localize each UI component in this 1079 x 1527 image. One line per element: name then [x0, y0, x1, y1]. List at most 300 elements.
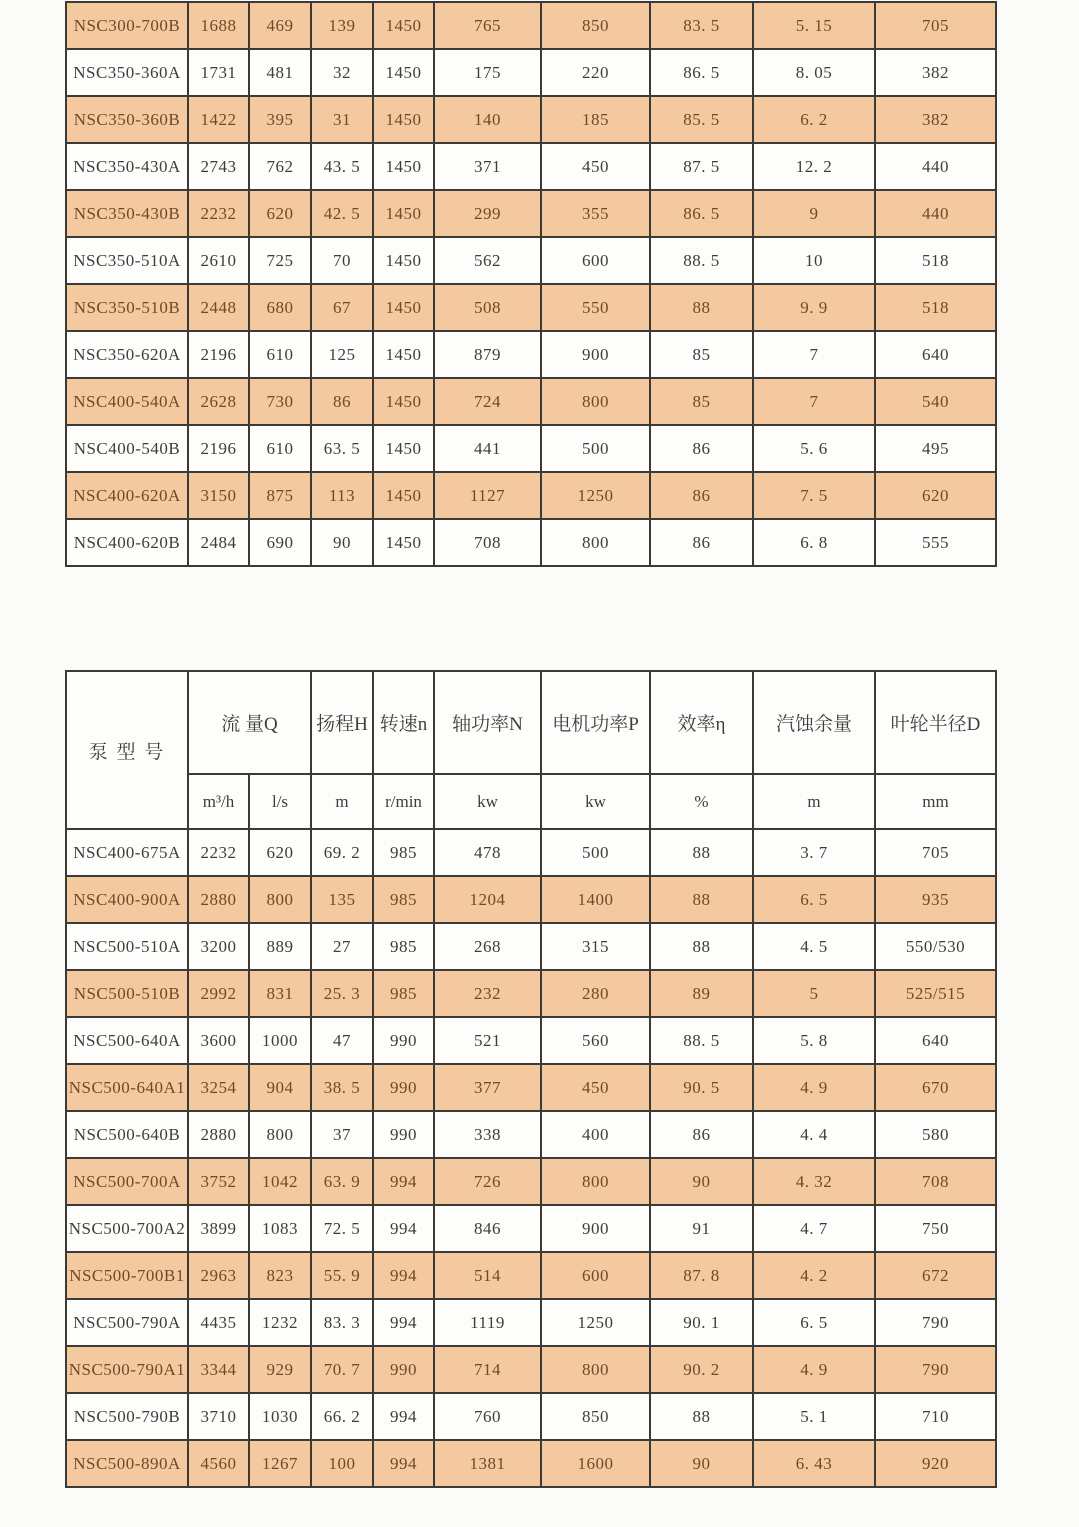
value-cell: 1250 — [541, 472, 650, 519]
pump-model-cell: NSC400-540A — [66, 378, 188, 425]
value-cell: 280 — [541, 970, 650, 1017]
value-cell: 72. 5 — [311, 1205, 373, 1252]
value-cell: 1450 — [373, 190, 434, 237]
table-row — [66, 472, 996, 519]
value-cell: 3200 — [188, 923, 249, 970]
value-cell: 985 — [373, 923, 434, 970]
value-cell: 5. 8 — [753, 1017, 875, 1064]
value-cell: 7 — [753, 331, 875, 378]
value-cell: 600 — [541, 237, 650, 284]
value-cell: 1450 — [373, 143, 434, 190]
value-cell: 88 — [650, 284, 753, 331]
value-cell: 85 — [650, 331, 753, 378]
value-cell: 4560 — [188, 1440, 249, 1487]
value-cell: 562 — [434, 237, 541, 284]
pump-model-cell: NSC400-620A — [66, 472, 188, 519]
value-cell: 1042 — [249, 1158, 311, 1205]
value-cell: 3. 7 — [753, 829, 875, 876]
value-cell: 5. 1 — [753, 1393, 875, 1440]
value-cell: 175 — [434, 49, 541, 96]
pump-model-cell: NSC500-790B — [66, 1393, 188, 1440]
pump-model-cell: NSC500-510B — [66, 970, 188, 1017]
value-cell: 3150 — [188, 472, 249, 519]
value-cell: 5. 6 — [753, 425, 875, 472]
value-cell: 800 — [541, 378, 650, 425]
value-cell: 1119 — [434, 1299, 541, 1346]
value-cell: 70. 7 — [311, 1346, 373, 1393]
value-cell: 1450 — [373, 378, 434, 425]
value-cell: 690 — [249, 519, 311, 566]
unit-efficiency: % — [650, 774, 753, 829]
table-row — [66, 1440, 996, 1487]
value-cell: 800 — [541, 519, 650, 566]
value-cell: 88 — [650, 923, 753, 970]
table-row — [66, 923, 996, 970]
value-cell: 7. 5 — [753, 472, 875, 519]
value-cell: 518 — [875, 284, 996, 331]
value-cell: 478 — [434, 829, 541, 876]
value-cell: 990 — [373, 1017, 434, 1064]
table-row — [66, 1064, 996, 1111]
value-cell: 935 — [875, 876, 996, 923]
value-cell: 70 — [311, 237, 373, 284]
table-row — [66, 49, 996, 96]
pump-model-cell: NSC350-360A — [66, 49, 188, 96]
col-header-efficiency: 效率η — [650, 671, 753, 774]
table-row — [66, 1158, 996, 1205]
value-cell: 86. 5 — [650, 190, 753, 237]
table-row — [66, 284, 996, 331]
value-cell: 2880 — [188, 1111, 249, 1158]
value-cell: 714 — [434, 1346, 541, 1393]
value-cell: 705 — [875, 2, 996, 49]
value-cell: 640 — [875, 331, 996, 378]
value-cell: 1267 — [249, 1440, 311, 1487]
value-cell: 63. 9 — [311, 1158, 373, 1205]
value-cell: 985 — [373, 829, 434, 876]
col-header-pump-model: 泵 型 号 — [66, 671, 188, 829]
value-cell: 800 — [541, 1346, 650, 1393]
value-cell: 900 — [541, 331, 650, 378]
value-cell: 90. 1 — [650, 1299, 753, 1346]
value-cell: 12. 2 — [753, 143, 875, 190]
value-cell: 1688 — [188, 2, 249, 49]
value-cell: 750 — [875, 1205, 996, 1252]
value-cell: 10 — [753, 237, 875, 284]
unit-flow-ls: l/s — [249, 774, 311, 829]
value-cell: 9. 9 — [753, 284, 875, 331]
value-cell: 47 — [311, 1017, 373, 1064]
value-cell: 3600 — [188, 1017, 249, 1064]
pump-spec-table-upper — [65, 1, 997, 567]
value-cell: 382 — [875, 49, 996, 96]
pump-model-cell: NSC500-700A2 — [66, 1205, 188, 1252]
value-cell: 1450 — [373, 96, 434, 143]
value-cell: 2963 — [188, 1252, 249, 1299]
pump-model-cell: NSC500-700B1 — [66, 1252, 188, 1299]
lower-table-body — [66, 829, 996, 1487]
value-cell: 1600 — [541, 1440, 650, 1487]
value-cell: 800 — [249, 1111, 311, 1158]
value-cell: 220 — [541, 49, 650, 96]
col-header-flow: 流 量Q — [188, 671, 311, 774]
value-cell: 3752 — [188, 1158, 249, 1205]
pump-model-cell: NSC500-890A — [66, 1440, 188, 1487]
value-cell: 985 — [373, 876, 434, 923]
table-row — [66, 1393, 996, 1440]
value-cell: 1250 — [541, 1299, 650, 1346]
table-row — [66, 237, 996, 284]
value-cell: 268 — [434, 923, 541, 970]
value-cell: 1400 — [541, 876, 650, 923]
pump-model-cell: NSC500-700A — [66, 1158, 188, 1205]
value-cell: 1731 — [188, 49, 249, 96]
value-cell: 6. 43 — [753, 1440, 875, 1487]
value-cell: 500 — [541, 829, 650, 876]
value-cell: 985 — [373, 970, 434, 1017]
value-cell: 710 — [875, 1393, 996, 1440]
table-row — [66, 425, 996, 472]
value-cell: 670 — [875, 1064, 996, 1111]
value-cell: 87. 5 — [650, 143, 753, 190]
value-cell: 440 — [875, 143, 996, 190]
value-cell: 3899 — [188, 1205, 249, 1252]
value-cell: 86 — [311, 378, 373, 425]
value-cell: 620 — [249, 829, 311, 876]
value-cell: 850 — [541, 1393, 650, 1440]
value-cell: 6. 2 — [753, 96, 875, 143]
pump-model-cell: NSC400-900A — [66, 876, 188, 923]
pump-model-cell: NSC350-510B — [66, 284, 188, 331]
table-row — [66, 876, 996, 923]
value-cell: 1381 — [434, 1440, 541, 1487]
upper-table-body — [66, 2, 996, 566]
value-cell: 540 — [875, 378, 996, 425]
pump-spec-table-lower — [65, 670, 997, 1488]
value-cell: 66. 2 — [311, 1393, 373, 1440]
value-cell: 43. 5 — [311, 143, 373, 190]
value-cell: 450 — [541, 1064, 650, 1111]
value-cell: 929 — [249, 1346, 311, 1393]
value-cell: 790 — [875, 1299, 996, 1346]
value-cell: 680 — [249, 284, 311, 331]
pump-model-cell: NSC300-700B — [66, 2, 188, 49]
table-row — [66, 143, 996, 190]
pump-model-cell: NSC400-675A — [66, 829, 188, 876]
value-cell: 440 — [875, 190, 996, 237]
value-cell: 90. 5 — [650, 1064, 753, 1111]
value-cell: 5. 15 — [753, 2, 875, 49]
value-cell: 1450 — [373, 331, 434, 378]
value-cell: 90. 2 — [650, 1346, 753, 1393]
pump-model-cell: NSC350-360B — [66, 96, 188, 143]
value-cell: 495 — [875, 425, 996, 472]
value-cell: 88. 5 — [650, 1017, 753, 1064]
value-cell: 1030 — [249, 1393, 311, 1440]
value-cell: 4. 4 — [753, 1111, 875, 1158]
value-cell: 450 — [541, 143, 650, 190]
value-cell: 875 — [249, 472, 311, 519]
value-cell: 994 — [373, 1393, 434, 1440]
value-cell: 790 — [875, 1346, 996, 1393]
value-cell: 441 — [434, 425, 541, 472]
value-cell: 377 — [434, 1064, 541, 1111]
pump-model-cell: NSC400-620B — [66, 519, 188, 566]
value-cell: 672 — [875, 1252, 996, 1299]
value-cell: 85. 5 — [650, 96, 753, 143]
value-cell: 6. 5 — [753, 1299, 875, 1346]
table-row — [66, 1205, 996, 1252]
value-cell: 555 — [875, 519, 996, 566]
value-cell: 500 — [541, 425, 650, 472]
value-cell: 315 — [541, 923, 650, 970]
value-cell: 708 — [875, 1158, 996, 1205]
value-cell: 31 — [311, 96, 373, 143]
value-cell: 990 — [373, 1064, 434, 1111]
value-cell: 610 — [249, 331, 311, 378]
header-label-row — [66, 671, 996, 774]
table-row — [66, 519, 996, 566]
value-cell: 83. 5 — [650, 2, 753, 49]
value-cell: 232 — [434, 970, 541, 1017]
value-cell: 521 — [434, 1017, 541, 1064]
pump-model-cell: NSC500-640A — [66, 1017, 188, 1064]
value-cell: 580 — [875, 1111, 996, 1158]
value-cell: 760 — [434, 1393, 541, 1440]
value-cell: 86 — [650, 425, 753, 472]
col-header-impeller: 叶轮半径D — [875, 671, 996, 774]
value-cell: 610 — [249, 425, 311, 472]
value-cell: 6. 8 — [753, 519, 875, 566]
value-cell: 125 — [311, 331, 373, 378]
value-cell: 2232 — [188, 829, 249, 876]
value-cell: 139 — [311, 2, 373, 49]
value-cell: 32 — [311, 49, 373, 96]
value-cell: 4. 9 — [753, 1064, 875, 1111]
value-cell: 508 — [434, 284, 541, 331]
value-cell: 91 — [650, 1205, 753, 1252]
value-cell: 920 — [875, 1440, 996, 1487]
value-cell: 560 — [541, 1017, 650, 1064]
value-cell: 889 — [249, 923, 311, 970]
value-cell: 85 — [650, 378, 753, 425]
value-cell: 518 — [875, 237, 996, 284]
value-cell: 38. 5 — [311, 1064, 373, 1111]
header-unit-row — [66, 774, 996, 829]
pump-model-cell: NSC400-540B — [66, 425, 188, 472]
value-cell: 2743 — [188, 143, 249, 190]
value-cell: 100 — [311, 1440, 373, 1487]
pump-model-cell: NSC500-640B — [66, 1111, 188, 1158]
value-cell: 88 — [650, 1393, 753, 1440]
value-cell: 2610 — [188, 237, 249, 284]
value-cell: 25. 3 — [311, 970, 373, 1017]
col-header-motor-power: 电机功率P — [541, 671, 650, 774]
value-cell: 88 — [650, 876, 753, 923]
value-cell: 113 — [311, 472, 373, 519]
value-cell: 355 — [541, 190, 650, 237]
col-header-speed: 转速n — [373, 671, 434, 774]
value-cell: 3344 — [188, 1346, 249, 1393]
value-cell: 67 — [311, 284, 373, 331]
value-cell: 1450 — [373, 237, 434, 284]
value-cell: 726 — [434, 1158, 541, 1205]
value-cell: 481 — [249, 49, 311, 96]
value-cell: 1450 — [373, 425, 434, 472]
value-cell: 990 — [373, 1346, 434, 1393]
table-row — [66, 2, 996, 49]
value-cell: 2196 — [188, 425, 249, 472]
value-cell: 140 — [434, 96, 541, 143]
value-cell: 725 — [249, 237, 311, 284]
value-cell: 4. 2 — [753, 1252, 875, 1299]
value-cell: 69. 2 — [311, 829, 373, 876]
value-cell: 994 — [373, 1205, 434, 1252]
value-cell: 1232 — [249, 1299, 311, 1346]
value-cell: 42. 5 — [311, 190, 373, 237]
unit-speed: r/min — [373, 774, 434, 829]
value-cell: 994 — [373, 1440, 434, 1487]
value-cell: 730 — [249, 378, 311, 425]
value-cell: 762 — [249, 143, 311, 190]
value-cell: 1450 — [373, 49, 434, 96]
value-cell: 86. 5 — [650, 49, 753, 96]
value-cell: 831 — [249, 970, 311, 1017]
value-cell: 87. 8 — [650, 1252, 753, 1299]
value-cell: 823 — [249, 1252, 311, 1299]
pump-model-cell: NSC500-640A1 — [66, 1064, 188, 1111]
value-cell: 7 — [753, 378, 875, 425]
value-cell: 640 — [875, 1017, 996, 1064]
value-cell: 550/530 — [875, 923, 996, 970]
value-cell: 55. 9 — [311, 1252, 373, 1299]
table-row — [66, 1017, 996, 1064]
table-row — [66, 1346, 996, 1393]
unit-impeller: mm — [875, 774, 996, 829]
value-cell: 4. 7 — [753, 1205, 875, 1252]
value-cell: 86 — [650, 519, 753, 566]
value-cell: 2992 — [188, 970, 249, 1017]
value-cell: 469 — [249, 2, 311, 49]
value-cell: 135 — [311, 876, 373, 923]
col-header-shaft-power: 轴功率N — [434, 671, 541, 774]
value-cell: 2628 — [188, 378, 249, 425]
table-row — [66, 1111, 996, 1158]
value-cell: 600 — [541, 1252, 650, 1299]
value-cell: 800 — [249, 876, 311, 923]
value-cell: 6. 5 — [753, 876, 875, 923]
value-cell: 765 — [434, 2, 541, 49]
value-cell: 3710 — [188, 1393, 249, 1440]
value-cell: 1450 — [373, 472, 434, 519]
value-cell: 395 — [249, 96, 311, 143]
unit-npsh: m — [753, 774, 875, 829]
table-row — [66, 331, 996, 378]
table-row — [66, 378, 996, 425]
value-cell: 37 — [311, 1111, 373, 1158]
pump-model-cell: NSC500-790A1 — [66, 1346, 188, 1393]
value-cell: 724 — [434, 378, 541, 425]
value-cell: 338 — [434, 1111, 541, 1158]
value-cell: 900 — [541, 1205, 650, 1252]
pump-model-cell: NSC350-620A — [66, 331, 188, 378]
value-cell: 83. 3 — [311, 1299, 373, 1346]
value-cell: 86 — [650, 1111, 753, 1158]
value-cell: 994 — [373, 1252, 434, 1299]
unit-motor-power: kw — [541, 774, 650, 829]
value-cell: 708 — [434, 519, 541, 566]
value-cell: 525/515 — [875, 970, 996, 1017]
pump-model-cell: NSC350-430B — [66, 190, 188, 237]
value-cell: 90 — [311, 519, 373, 566]
value-cell: 4. 9 — [753, 1346, 875, 1393]
value-cell: 9 — [753, 190, 875, 237]
value-cell: 846 — [434, 1205, 541, 1252]
col-header-head: 扬程H — [311, 671, 373, 774]
value-cell: 1000 — [249, 1017, 311, 1064]
value-cell: 850 — [541, 2, 650, 49]
value-cell: 63. 5 — [311, 425, 373, 472]
value-cell: 1450 — [373, 2, 434, 49]
value-cell: 382 — [875, 96, 996, 143]
value-cell: 3254 — [188, 1064, 249, 1111]
value-cell: 2196 — [188, 331, 249, 378]
value-cell: 5 — [753, 970, 875, 1017]
value-cell: 8. 05 — [753, 49, 875, 96]
col-header-npsh: 汽蚀余量 — [753, 671, 875, 774]
value-cell: 1083 — [249, 1205, 311, 1252]
value-cell: 90 — [650, 1440, 753, 1487]
value-cell: 2448 — [188, 284, 249, 331]
value-cell: 27 — [311, 923, 373, 970]
value-cell: 2484 — [188, 519, 249, 566]
value-cell: 800 — [541, 1158, 650, 1205]
value-cell: 2880 — [188, 876, 249, 923]
value-cell: 620 — [249, 190, 311, 237]
value-cell: 371 — [434, 143, 541, 190]
table-row — [66, 190, 996, 237]
table-row — [66, 1252, 996, 1299]
value-cell: 4. 32 — [753, 1158, 875, 1205]
value-cell: 1422 — [188, 96, 249, 143]
value-cell: 299 — [434, 190, 541, 237]
table-row — [66, 970, 996, 1017]
value-cell: 620 — [875, 472, 996, 519]
value-cell: 705 — [875, 829, 996, 876]
unit-head: m — [311, 774, 373, 829]
unit-shaft-power: kw — [434, 774, 541, 829]
table-row — [66, 96, 996, 143]
value-cell: 1450 — [373, 519, 434, 566]
value-cell: 994 — [373, 1158, 434, 1205]
value-cell: 1450 — [373, 284, 434, 331]
value-cell: 4435 — [188, 1299, 249, 1346]
value-cell: 1204 — [434, 876, 541, 923]
value-cell: 400 — [541, 1111, 650, 1158]
pump-model-cell: NSC500-790A — [66, 1299, 188, 1346]
value-cell: 89 — [650, 970, 753, 1017]
value-cell: 90 — [650, 1158, 753, 1205]
value-cell: 879 — [434, 331, 541, 378]
value-cell: 88 — [650, 829, 753, 876]
lower-table-header — [66, 671, 996, 829]
value-cell: 990 — [373, 1111, 434, 1158]
pump-model-cell: NSC350-430A — [66, 143, 188, 190]
value-cell: 86 — [650, 472, 753, 519]
pump-model-cell: NSC500-510A — [66, 923, 188, 970]
unit-flow-m3h: m³/h — [188, 774, 249, 829]
value-cell: 2232 — [188, 190, 249, 237]
